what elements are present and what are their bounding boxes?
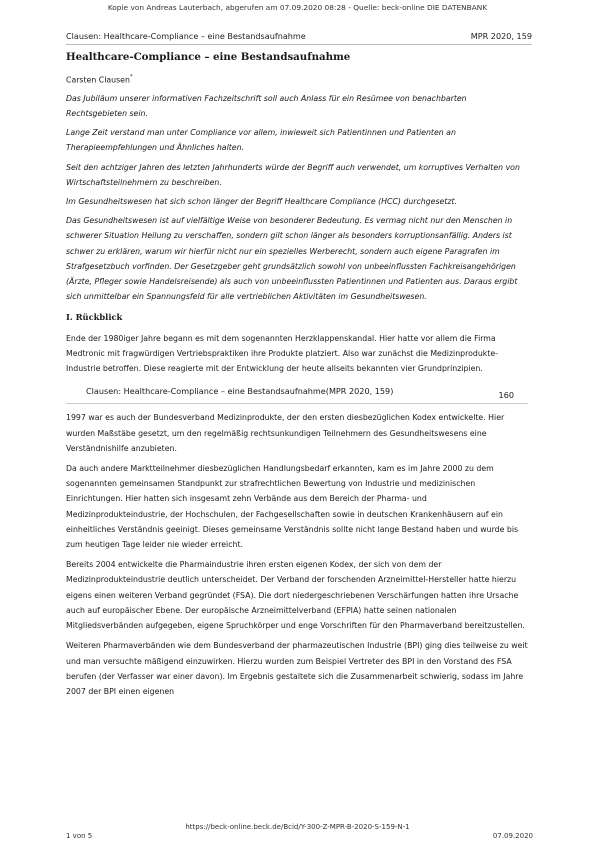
- download-notice: Kopie von Andreas Lauterbach, abgerufen am 07.09.2020 08:28 - Quelle: beck-online DIE DATENBANK: [107, 3, 488, 12]
- intro-paragraph: Seit den achtziger Jahren des letzten Jahrhunderts würde der Begriff auch verwendet, um korruptives Verhalten von Wirtschaftsteilnehmern zu beschreiben.: [66, 162, 520, 187]
- running-header-citation: MPR 2020, 159: [470, 31, 532, 41]
- author-name: Carsten Clausen: [66, 75, 130, 85]
- header-divider: [66, 44, 532, 45]
- running-header: [66, 31, 532, 44]
- intro-paragraph: Das Gesundheitswesen ist auf vielfältige Weise von besonderer Bedeutung. Es vermag nicht nur den Menschen in schwerer Situation Heilung zu verschaffen, sondern gilt schon länger als besonders korruptionsanfällig. Anders ist schwer zu erklären, warum wir hierfür nicht nur ein spezielles Werberecht, sondern auch eigene Paragrafen im Strafgesetzbuch vorfinden. Der Gesetzgeber geht grundsätzlich sowohl von unbeeinflussten Fachkreisangehörigen (Ärzte, Pfleger sowie Handelsreisende) als auch von unbeeinflussten Patientinnen und Patienten aus. Daraus ergibt sich unmittelbar ein Spannungsfeld für alle vertrieblichen Aktivitäten im Gesundheitswesen.: [66, 216, 518, 302]
- body-paragraph: 1997 war es auch der Bundesverband Medizinprodukte, der den ersten diesbezüglichen Kodex entwickelte. Hier wurden Maßstäbe gesetzt, um den regelmäßig rechtsunkundigen Teilnehmern des Gesundheitswesens eine Verständnishilfe anzubieten.: [66, 413, 505, 453]
- body-paragraph: Weiteren Pharmaverbänden wie dem Bundesverband der pharmazeutischen Industrie (BPI) ging dies teilweise zu weit und man versuchte mäßigend einzuwirken. Hierzu wurden zum Beispiel Vertreter des BPI in den Vorstand des FSA berufen (der Verfasser war einer davon). Im Ergebnis gestaltete sich die Zusammenarbeit schwierig, sodass im Jahre 2007 der BPI einen eigenen: [66, 641, 528, 696]
- running-header-title: Clausen: Healthcare-Compliance – eine Bestandsaufnahme: [66, 31, 306, 41]
- body-paragraph: Bereits 2004 entwickelte die Pharmaindustrie ihren ersten eigenen Kodex, der sich von dem der Medizinprodukteindustrie deutlich unterscheidet. Der Verband der forschenden Arzneimittel-Hersteller hatte hierzu eigens einen weiteren Verband gegründet (FSA). Die dort niedergeschriebenen Verschärfungen hatten ihre Ursache auch auf europäischer Ebene. Der europäische Arzneimittelverband (EFPIA) hatte seinen nationalen Mitgliedsverbänden aufgegeben, eigene Spruchkörper und enge Vorschriften für den Pharmaverband bereitzustellen.: [66, 560, 525, 631]
- footer-url[interactable]: https://beck-online.beck.de/Bcid/Y-300-Z-MPR-B-2020-S-159-N-1: [185, 823, 410, 831]
- intro-paragraph: Das Jubiläum unserer informativen Fachzeitschrift soll auch Anlass für ein Resümee von benachbarten Rechtsgebieten sein.: [66, 93, 467, 118]
- footer-date: 07.09.2020: [492, 832, 533, 840]
- page-break-divider: [66, 403, 528, 404]
- page-break-citation: Clausen: Healthcare-Compliance – eine Bestandsaufnahme(MPR 2020, 159): [86, 386, 394, 397]
- author-footnote-mark[interactable]: *: [129, 74, 133, 80]
- article-author[interactable]: [66, 71, 528, 88]
- page-break-marker: [66, 384, 528, 399]
- body-paragraph: Da auch andere Marktteilnehmer diesbezüglichen Handlungsbedarf erkannten, kam es im Jahre 2000 zu dem sogenannten gemeinsamen Standpunkt zur strafrechtlichen Bewertung von Industrie und medizinischen Einrichtungen. Hier hatten sich insgesamt zehn Verbände aus dem Bereich der Pharma- und Medizinprodukteindustrie, der Hochschulen, der Fachgesellschaften sowie in deutschen Krankenhäusern auf ein einheitliches Verständnis geeinigt. Dieses gemeinsame Verständnis sollte nicht lange Bestand haben und wurde bis zum heutigen Tage leider nie wieder erreicht.: [66, 464, 519, 550]
- footer-page-count: 1 von 5: [66, 832, 93, 840]
- body-paragraph: Ende der 1980iger Jahre begann es mit dem sogenannten Herzklappenskandal. Hier hatte vor allem die Firma Medtronic mit fragwürdigen Vertriebspraktiken ihre Produkte platziert. Also war zunächst die Medizinprodukte-Industrie betroffen. Diese reagierte mit der Entwicklung der heute allseits bekannten vier Grundprinzipien.: [66, 333, 498, 374]
- intro-paragraph: Lange Zeit verstand man unter Compliance vor allem, inwieweit sich Patientinnen und Patienten an Therapieempfehlungen und Ähnliches halten.: [66, 128, 456, 153]
- section-heading: I. Rückblick: [66, 312, 123, 323]
- article-title: Healthcare-Compliance – eine Bestandsaufnahme: [66, 51, 351, 63]
- intro-paragraph: Im Gesundheitswesen hat sich schon länger der Begriff Healthcare Compliance (HCC) durchgesetzt.: [66, 197, 458, 207]
- article-body: [66, 50, 528, 704]
- page-number: 160: [498, 390, 514, 401]
